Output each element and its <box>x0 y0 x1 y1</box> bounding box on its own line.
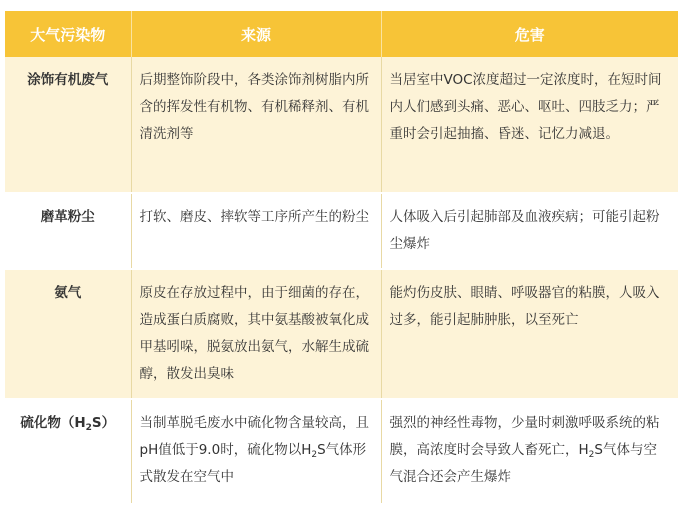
source-text: S气体形式散发在空气中 <box>139 442 367 485</box>
table-row <box>5 269 678 399</box>
pollutant-source: 打软、磨皮、摔软等工序所产生的粉尘 <box>131 193 381 269</box>
pollutant-harm <box>381 399 678 504</box>
subscript: 2 <box>85 423 92 433</box>
pollutant-name: 氨气 <box>5 269 131 399</box>
table-header-row <box>5 11 678 57</box>
header-pollutant: 大气污染物 <box>5 11 131 57</box>
header-source: 来源 <box>131 11 381 57</box>
pollutant-name: 磨革粉尘 <box>5 193 131 269</box>
table-row <box>5 399 678 504</box>
pollutant-harm: 能灼伤皮肤、眼睛、呼吸器官的粘膜，人吸入过多，能引起肺肿胀，以至死亡 <box>381 269 678 399</box>
pollutant-harm: 人体吸入后引起肺部及血液疾病；可能引起粉尘爆炸 <box>381 193 678 269</box>
pollutant-name <box>5 399 131 504</box>
table-row <box>5 57 678 193</box>
header-harm: 危害 <box>381 11 678 57</box>
pollutant-source: 后期整饰阶段中，各类涂饰剂树脂内所含的挥发性有机物、有机稀释剂、有机清洗剂等 <box>131 57 381 193</box>
subscript: 2 <box>311 450 318 460</box>
pollutant-harm: 当居室中VOC浓度超过一定浓度时，在短时间内人们感到头痛、恶心、呕吐、四肢乏力；严重时会引起抽搐、昏迷、记忆力减退。 <box>381 57 678 193</box>
subscript: 2 <box>588 450 595 460</box>
source-text: 当制革脱毛废水中硫化物含量较高，且pH值低于9.0时，硫化物以H <box>139 415 369 458</box>
name-text: 硫化物（H <box>20 415 86 431</box>
harm-text: 强烈的神经性毒物，少量时刺激呼吸系统的粘膜，高浓度时会导致人畜死亡，H <box>389 415 660 458</box>
pollutant-table <box>5 11 678 505</box>
pollutant-source: 原皮在存放过程中，由于细菌的存在，造成蛋白质腐败，其中氨基酸被氧化成甲基吲哚，脱氨放出氨气，水解生成硫醇，散发出臭味 <box>131 269 381 399</box>
table-row <box>5 193 678 269</box>
pollutant-source <box>131 399 381 504</box>
name-text: S） <box>91 415 116 431</box>
harm-text: S气体与空气混合还会产生爆炸 <box>389 442 657 485</box>
pollutant-name: 涂饰有机废气 <box>5 57 131 193</box>
